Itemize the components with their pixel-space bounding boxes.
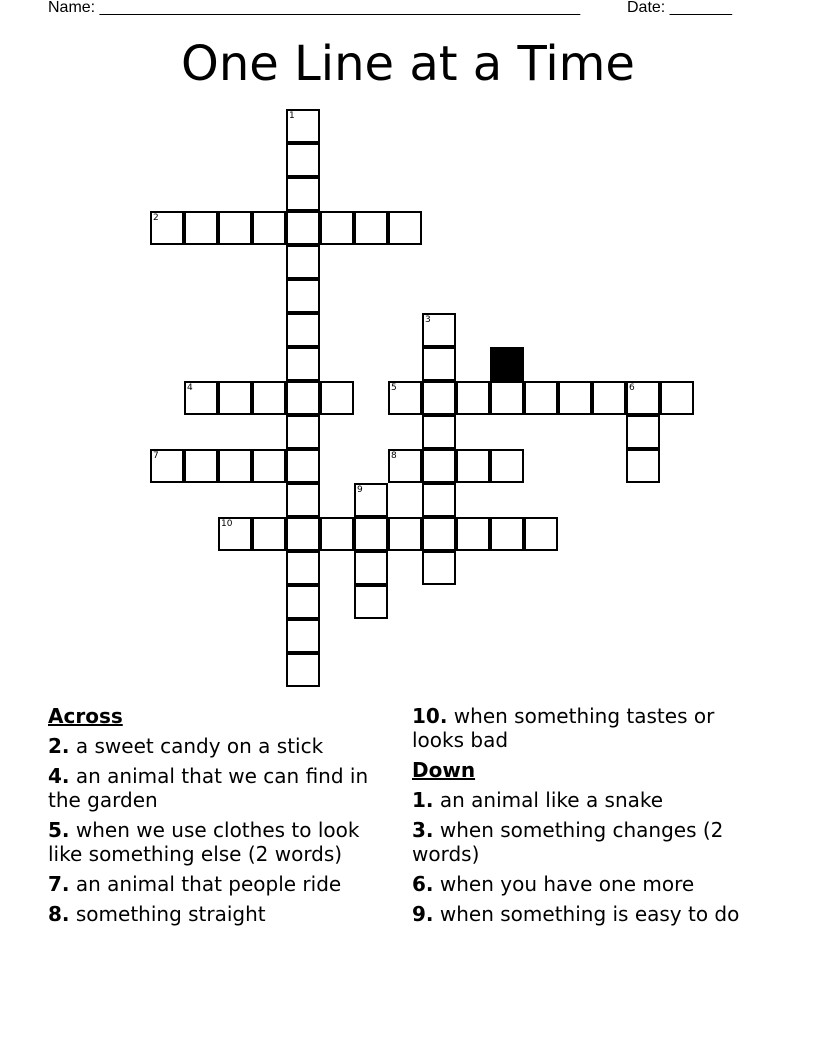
down-heading: Down [412,758,476,782]
grid-cell[interactable] [286,381,320,415]
clue-item [48,818,388,866]
clue-item-number: 3. [412,818,434,842]
grid-cell[interactable] [422,381,456,415]
clue-item [412,818,752,866]
clue-number: 10 [221,519,233,529]
clue-item-number: 5. [48,818,70,842]
clue-item [412,902,752,926]
clue-item-text: a sweet candy on a stick [69,734,324,758]
clue-item-text: when we use clothes to look like something else (2 words) [48,818,360,866]
clue-item-number: 6. [412,872,434,896]
grid-cell[interactable] [354,211,388,245]
grid-cell[interactable] [558,381,592,415]
grid-cell[interactable] [218,381,252,415]
clue-item-number: 10. [412,704,448,728]
clue-item [48,734,388,758]
down-clue-list [412,788,752,926]
clue-item-text: when you have one more [433,872,695,896]
grid-cell[interactable] [286,313,320,347]
grid-cell[interactable] [218,449,252,483]
clue-item-number: 9. [412,902,434,926]
grid-cell[interactable] [354,517,388,551]
grid-cell[interactable] [422,313,456,347]
grid-cell[interactable] [592,381,626,415]
clue-item-number: 8. [48,902,70,926]
grid-cell[interactable] [456,517,490,551]
across-clue-list-continued [412,704,752,752]
clue-item-number: 2. [48,734,70,758]
clue-number: 1 [289,111,295,121]
grid-cell[interactable] [388,517,422,551]
grid-cell[interactable] [524,381,558,415]
grid-cell[interactable] [626,381,660,415]
clue-number: 6 [629,383,635,393]
clue-item-number: 7. [48,872,70,896]
clue-number: 7 [153,451,159,461]
clue-item-text: something straight [69,902,266,926]
clue-item [48,872,388,896]
grid-cell[interactable] [422,551,456,585]
grid-cell[interactable] [286,653,320,687]
clue-item-number: 1. [412,788,434,812]
clue-item-text: an animal that people ride [69,872,342,896]
clues-right-column [412,704,752,926]
clue-item-number: 4. [48,764,70,788]
grid-cell[interactable] [456,381,490,415]
clue-item [412,704,752,752]
grid-cell[interactable] [490,449,524,483]
grid-cell[interactable] [320,517,354,551]
grid-cell[interactable] [626,415,660,449]
date-field-label: Date: _______ [627,0,732,16]
clue-item-text: when something is easy to do [433,902,740,926]
grid-cell[interactable] [286,211,320,245]
name-field-label: Name: ______________________________________________________ [48,0,581,16]
grid-cell[interactable] [184,211,218,245]
grid-cell[interactable] [150,449,184,483]
grid-cell[interactable] [490,381,524,415]
grid-cell[interactable] [286,585,320,619]
clues-left-column [48,704,388,926]
black-cell [490,347,524,381]
grid-cell[interactable] [524,517,558,551]
grid-cell[interactable] [388,381,422,415]
grid-cell[interactable] [456,449,490,483]
clue-item [412,872,752,896]
clue-item-text: when something changes (2 words) [412,818,724,866]
grid-cell[interactable] [286,279,320,313]
grid-cell[interactable] [286,109,320,143]
grid-cell[interactable] [626,449,660,483]
grid-cell[interactable] [490,517,524,551]
grid-cell[interactable] [286,517,320,551]
clue-number: 5 [391,383,397,393]
clue-number: 8 [391,451,397,461]
grid-cell[interactable] [150,211,184,245]
grid-cell[interactable] [660,381,694,415]
clue-number: 3 [425,315,431,325]
clue-item-text: when something tastes or looks bad [412,704,715,752]
grid-cell[interactable] [422,483,456,517]
across-heading: Across [48,704,123,728]
clue-item [412,788,752,812]
grid-cell[interactable] [252,211,286,245]
grid-cell[interactable] [286,449,320,483]
grid-cell[interactable] [354,585,388,619]
grid-cell[interactable] [286,483,320,517]
across-clue-list [48,734,388,926]
grid-cell[interactable] [184,381,218,415]
grid-cell[interactable] [320,381,354,415]
clue-item [48,902,388,926]
grid-cell[interactable] [422,517,456,551]
grid-cell[interactable] [252,517,286,551]
grid-cell[interactable] [252,449,286,483]
grid-cell[interactable] [218,211,252,245]
grid-cell[interactable] [422,347,456,381]
clue-number: 4 [187,383,193,393]
clue-item-text: an animal that we can find in the garden [48,764,369,812]
grid-cell[interactable] [218,517,252,551]
grid-cell[interactable] [286,177,320,211]
grid-cell[interactable] [388,211,422,245]
grid-cell[interactable] [422,449,456,483]
clue-item [48,764,388,812]
grid-cell[interactable] [286,347,320,381]
clue-item-text: an animal like a snake [433,788,664,812]
grid-cell[interactable] [252,381,286,415]
grid-cell[interactable] [286,245,320,279]
page-title: One Line at a Time [181,36,635,92]
grid-cell[interactable] [286,143,320,177]
grid-cell[interactable] [354,483,388,517]
grid-cell[interactable] [286,619,320,653]
grid-cell[interactable] [320,211,354,245]
clue-number: 9 [357,485,363,495]
grid-cell[interactable] [286,551,320,585]
grid-cell[interactable] [422,415,456,449]
grid-cell[interactable] [184,449,218,483]
grid-cell[interactable] [354,551,388,585]
grid-cell[interactable] [388,449,422,483]
clue-number: 2 [153,213,159,223]
grid-cell[interactable] [286,415,320,449]
